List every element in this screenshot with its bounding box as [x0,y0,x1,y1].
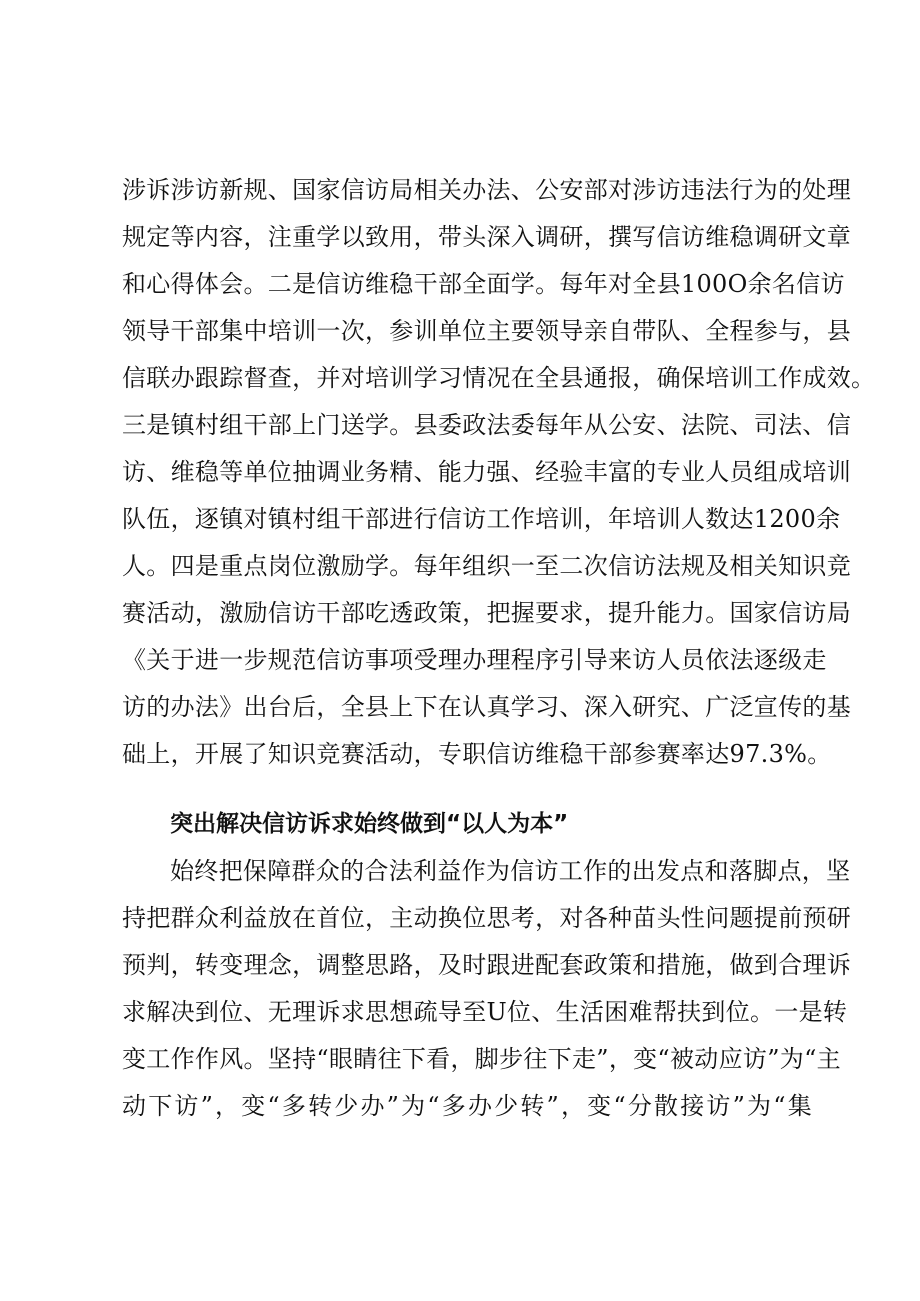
paragraph-line: 队伍，逐镇对镇村组干部进行信访工作培训，年培训人数达1200余 [122,505,841,533]
paragraph-line: 始终把保障群众的合法利益作为信访工作的出发点和落脚点，坚 [170,857,851,885]
paragraph-line: 求解决到位、无理诉求思想疏导至U位、生活困难帮扶到位。一是转 [122,998,848,1026]
paragraph-line: 访的办法》出台后，全县上下在认真学习、深入研究、广泛宣传的基 [122,693,851,721]
paragraph-line: 规定等内容，注重学以致用，带头深入调研，撰写信访维稳调研文章 [122,223,851,251]
paragraph-line: 涉诉涉访新规、国家信访局相关办法、公安部对涉访违法行为的处理 [122,176,851,204]
paragraph-line: 预判，转变理念，调整思路，及时跟进配套政策和措施，做到合理诉 [122,951,851,979]
paragraph-line: 和心得体会。二是信访维稳干部全面学。每年对全县100O余名信访 [122,270,845,298]
paragraph-line: 访、维稳等单位抽调业务精、能力强、经验丰富的专业人员组成培训 [122,458,851,486]
paragraph-line: 赛活动，激励信访干部吃透政策，把握要求，提升能力。国家信访局 [122,599,851,627]
section-heading: 突出解决信访诉求始终做到“以人为本” [170,811,569,837]
paragraph-line: 三是镇村组干部上门送学。县委政法委每年从公安、法院、司法、信 [122,411,851,439]
paragraph-line: 持把群众利益放在首位，主动换位思考，对各种苗头性问题提前预研 [122,904,851,932]
paragraph-line: 《关于进一步规范信访事项受理办理程序引导来访人员依法逐级走 [122,646,827,674]
paragraph-line: 变工作作风。坚持“眼睛往下看，脚步往下走”，变“被动应访”为“主 [122,1045,841,1073]
paragraph-line: 领导干部集中培训一次，参训单位主要领导亲自带队、全程参与，县 [122,317,851,345]
paragraph-line: 动下访”，变“多转少办”为“多办少转”，变“分散接访”为“集 [122,1092,812,1120]
paragraph-line: 础上，开展了知识竞赛活动，专职信访维稳干部参赛率达97.3%。 [122,740,832,768]
paragraph-line: 人。四是重点岗位激励学。每年组织一至二次信访法规及相关知识竞 [122,552,851,580]
paragraph-line: 信联办跟踪督查，并对培训学习情况在全县通报，确保培训工作成效。 [122,364,876,392]
